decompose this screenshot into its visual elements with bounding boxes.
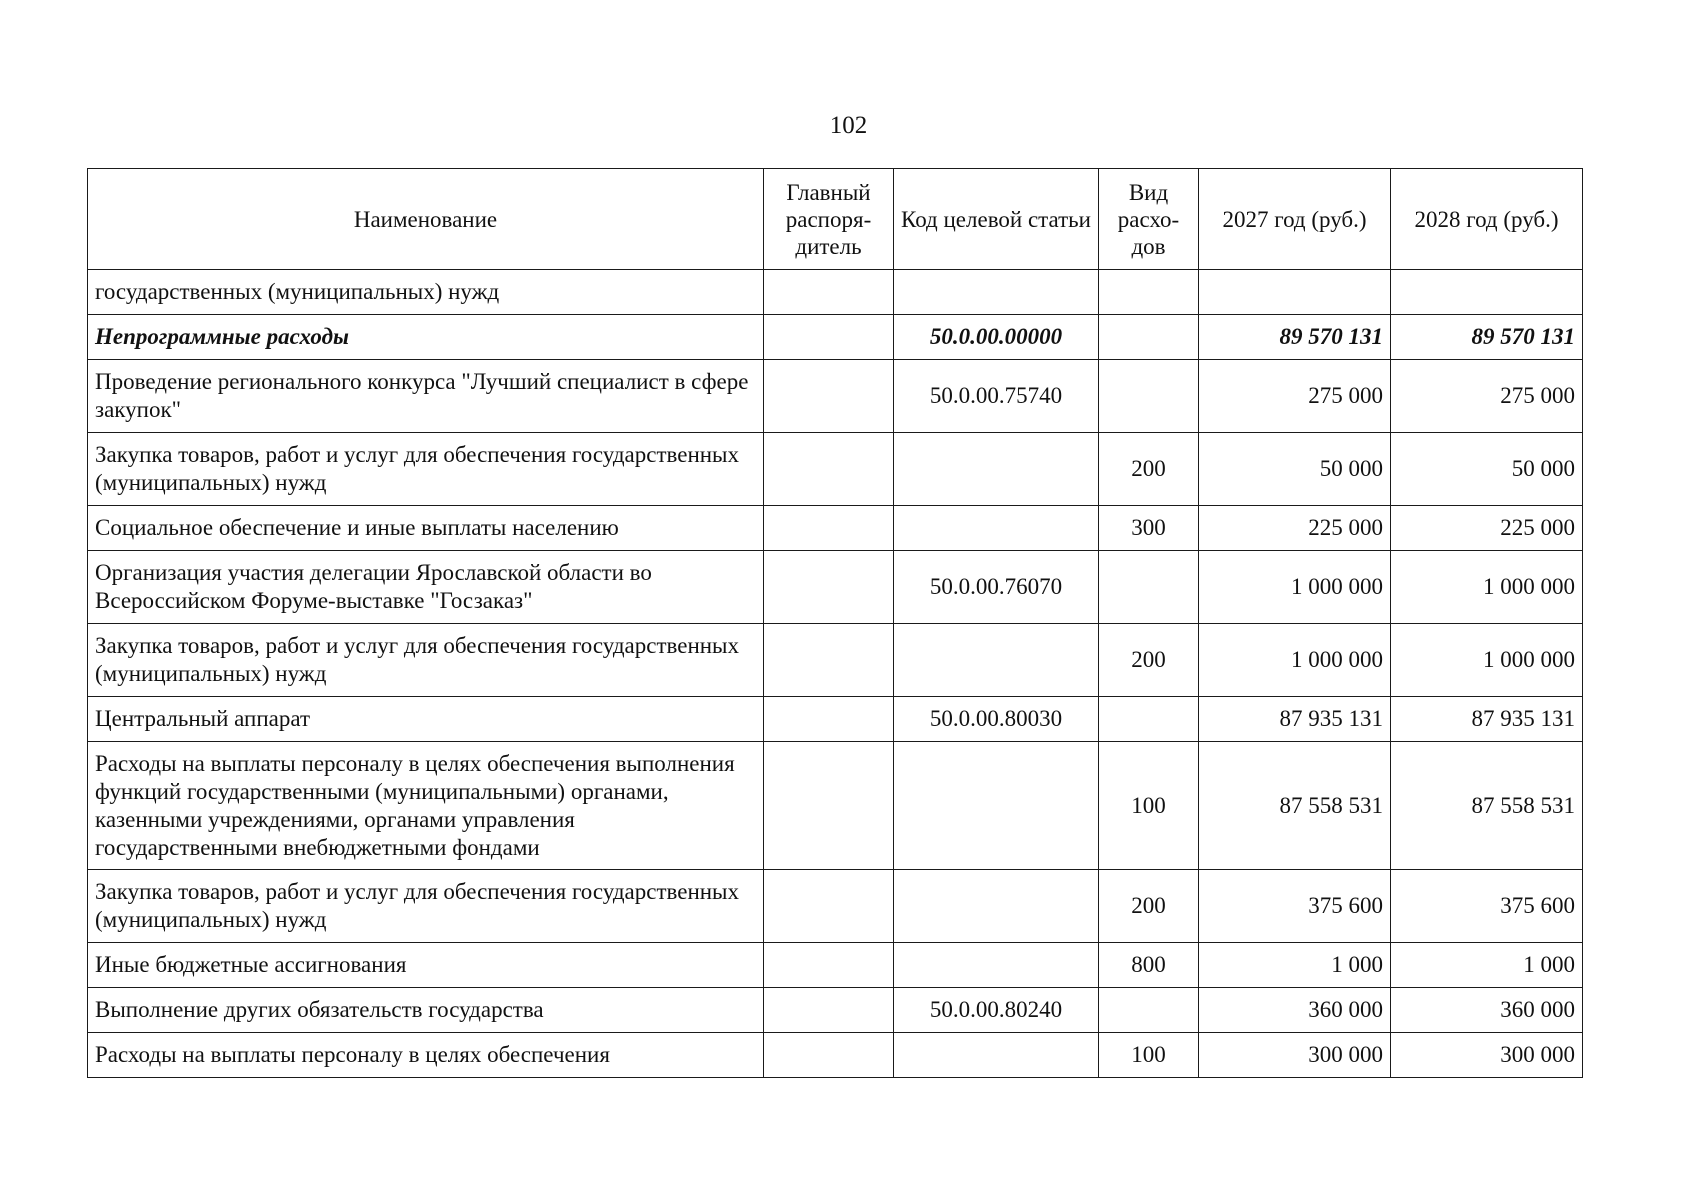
- table-row: [88, 742, 1583, 870]
- cell-admin: [764, 870, 894, 943]
- cell-kind: [1099, 551, 1199, 624]
- table-row: [88, 315, 1583, 360]
- table-row: [88, 551, 1583, 624]
- cell-admin: [764, 270, 894, 315]
- header-kind: Вид расхо-дов: [1099, 169, 1199, 270]
- table-row: [88, 270, 1583, 315]
- cell-2028: 1 000: [1391, 943, 1583, 988]
- cell-kind: 200: [1099, 433, 1199, 506]
- cell-2027: 1 000 000: [1199, 624, 1391, 697]
- cell-admin: [764, 943, 894, 988]
- cell-2027: 275 000: [1199, 360, 1391, 433]
- header-row: [88, 169, 1583, 270]
- cell-2027: 360 000: [1199, 988, 1391, 1033]
- cell-kind: 100: [1099, 1033, 1199, 1078]
- header-2028: 2028 год (руб.): [1391, 169, 1583, 270]
- cell-2028: 87 558 531: [1391, 742, 1583, 870]
- header-code: Код целевой статьи: [894, 169, 1099, 270]
- cell-admin: [764, 624, 894, 697]
- cell-kind: 200: [1099, 624, 1199, 697]
- cell-name: Непрограммные расходы: [88, 315, 764, 360]
- cell-code: [894, 1033, 1099, 1078]
- cell-name: Закупка товаров, работ и услуг для обеспечения государственных (муниципальных) нужд: [88, 433, 764, 506]
- cell-code: [894, 943, 1099, 988]
- cell-code: [894, 870, 1099, 943]
- table-body: [88, 270, 1583, 1078]
- table-header: [88, 169, 1583, 270]
- cell-2028: 375 600: [1391, 870, 1583, 943]
- cell-kind: [1099, 697, 1199, 742]
- cell-name: Закупка товаров, работ и услуг для обеспечения государственных (муниципальных) нужд: [88, 870, 764, 943]
- cell-2028: 1 000 000: [1391, 551, 1583, 624]
- cell-2028: 360 000: [1391, 988, 1583, 1033]
- cell-admin: [764, 697, 894, 742]
- cell-2028: [1391, 270, 1583, 315]
- cell-name: Организация участия делегации Ярославской области во Всероссийском Форуме-выставке "Госзаказ": [88, 551, 764, 624]
- cell-2027: 1 000: [1199, 943, 1391, 988]
- cell-code: 50.0.00.76070: [894, 551, 1099, 624]
- cell-name: Иные бюджетные ассигнования: [88, 943, 764, 988]
- cell-name: Закупка товаров, работ и услуг для обеспечения государственных (муниципальных) нужд: [88, 624, 764, 697]
- cell-kind: [1099, 988, 1199, 1033]
- cell-kind: 300: [1099, 506, 1199, 551]
- cell-admin: [764, 1033, 894, 1078]
- cell-admin: [764, 742, 894, 870]
- cell-kind: [1099, 360, 1199, 433]
- cell-code: 50.0.00.80030: [894, 697, 1099, 742]
- header-admin: Главный распоря-дитель: [764, 169, 894, 270]
- budget-table: [87, 168, 1583, 1078]
- table-row: [88, 943, 1583, 988]
- cell-admin: [764, 506, 894, 551]
- cell-code: 50.0.00.00000: [894, 315, 1099, 360]
- cell-kind: 200: [1099, 870, 1199, 943]
- cell-2028: 1 000 000: [1391, 624, 1583, 697]
- cell-2027: 225 000: [1199, 506, 1391, 551]
- cell-2027: 1 000 000: [1199, 551, 1391, 624]
- cell-name: Социальное обеспечение и иные выплаты населению: [88, 506, 764, 551]
- cell-kind: [1099, 315, 1199, 360]
- cell-2028: 300 000: [1391, 1033, 1583, 1078]
- cell-name: Центральный аппарат: [88, 697, 764, 742]
- cell-admin: [764, 988, 894, 1033]
- cell-kind: [1099, 270, 1199, 315]
- cell-name: Расходы на выплаты персоналу в целях обеспечения выполнения функций государственными (муниципальными) органами, казенными учреждениями, органами управления государственными внебюджетными фондами: [88, 742, 764, 870]
- table-row: [88, 624, 1583, 697]
- cell-2027: [1199, 270, 1391, 315]
- cell-name: Расходы на выплаты персоналу в целях обеспечения: [88, 1033, 764, 1078]
- cell-2028: 275 000: [1391, 360, 1583, 433]
- cell-2027: 300 000: [1199, 1033, 1391, 1078]
- cell-2028: 87 935 131: [1391, 697, 1583, 742]
- cell-admin: [764, 315, 894, 360]
- cell-code: 50.0.00.80240: [894, 988, 1099, 1033]
- cell-name: Выполнение других обязательств государства: [88, 988, 764, 1033]
- cell-code: [894, 624, 1099, 697]
- cell-2027: 375 600: [1199, 870, 1391, 943]
- cell-2027: 87 935 131: [1199, 697, 1391, 742]
- cell-2027: 89 570 131: [1199, 315, 1391, 360]
- cell-code: 50.0.00.75740: [894, 360, 1099, 433]
- table-row: [88, 506, 1583, 551]
- cell-name: государственных (муниципальных) нужд: [88, 270, 764, 315]
- cell-admin: [764, 360, 894, 433]
- table-row: [88, 433, 1583, 506]
- header-2027: 2027 год (руб.): [1199, 169, 1391, 270]
- cell-2027: 50 000: [1199, 433, 1391, 506]
- table-row: [88, 697, 1583, 742]
- page-number: 102: [829, 112, 868, 139]
- cell-kind: 100: [1099, 742, 1199, 870]
- cell-2028: 50 000: [1391, 433, 1583, 506]
- cell-2028: 89 570 131: [1391, 315, 1583, 360]
- cell-admin: [764, 433, 894, 506]
- cell-code: [894, 742, 1099, 870]
- table-row: [88, 360, 1583, 433]
- table-row: [88, 870, 1583, 943]
- cell-code: [894, 506, 1099, 551]
- header-name: Наименование: [88, 169, 764, 270]
- table-row: [88, 1033, 1583, 1078]
- cell-name: Проведение регионального конкурса "Лучший специалист в сфере закупок": [88, 360, 764, 433]
- cell-admin: [764, 551, 894, 624]
- table-row: [88, 988, 1583, 1033]
- cell-2027: 87 558 531: [1199, 742, 1391, 870]
- cell-code: [894, 433, 1099, 506]
- cell-kind: 800: [1099, 943, 1199, 988]
- cell-2028: 225 000: [1391, 506, 1583, 551]
- cell-code: [894, 270, 1099, 315]
